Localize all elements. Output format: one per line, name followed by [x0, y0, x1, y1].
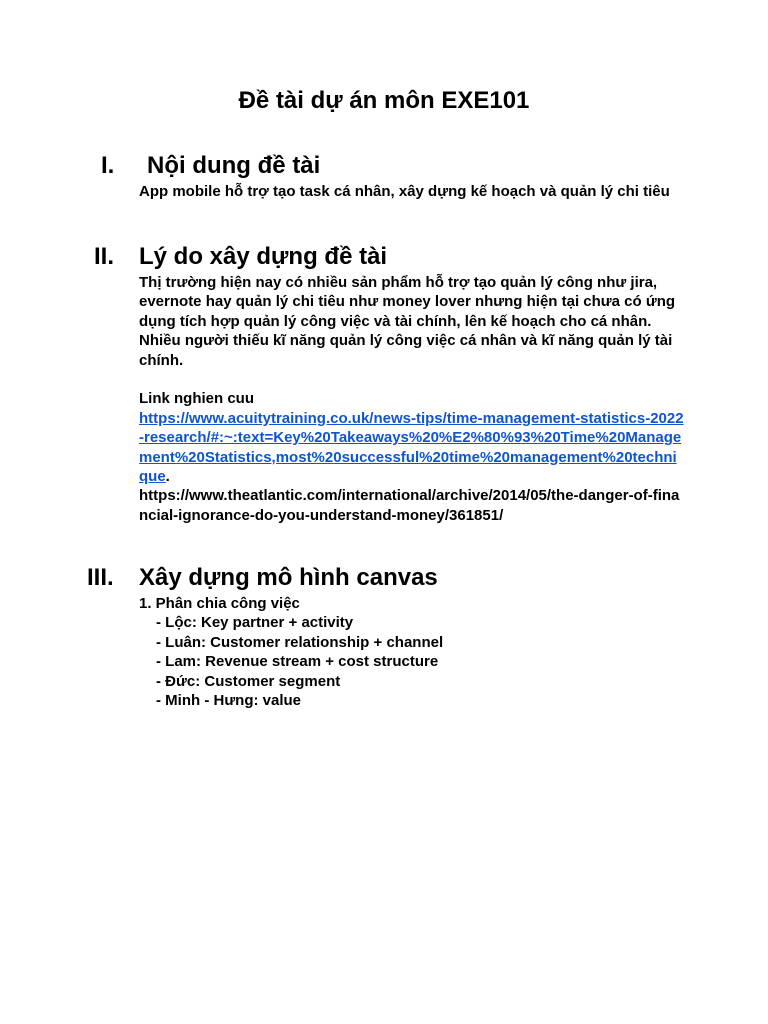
section-1-heading: Nội dung đề tài	[147, 152, 321, 179]
research-link-1-suffix: .	[165, 468, 170, 486]
research-label: Link nghien cuu	[139, 390, 254, 408]
section-3-number: III.	[87, 564, 114, 591]
assignment-item: - Lam: Revenue stream + cost structure	[156, 653, 439, 671]
assignment-item: - Đức: Customer segment	[156, 672, 341, 690]
assignment-item: - Minh - Hưng: value	[156, 692, 302, 710]
assignment-item: - Lộc: Key partner + activity	[156, 614, 354, 632]
section-2-paragraph-1: Thị trường hiện nay có nhiều sản phẩm hỗ trợ tạo quản lý công như jira, evernote hay quản lý chi tiêu như money lover nhưng hiện tại chưa có ứng dụng tích hợp quản lý công việc và tài chính, lên kế hoạch cho cá nhân.	[139, 274, 676, 330]
research-link-1-line	[139, 409, 684, 487]
section-2-body	[139, 273, 684, 525]
task-division-title: 1. Phân chia công việc	[139, 595, 300, 612]
document-title: Đề tài dự án môn EXE101	[238, 87, 530, 114]
section-1-paragraph: App mobile hỗ trợ tạo task cá nhân, xây dựng kế hoạch và quản lý chi tiêu	[139, 183, 670, 200]
section-2-paragraph-2: Nhiều người thiếu kĩ năng quản lý công việc cá nhân và kĩ năng quản lý tài chính.	[139, 332, 673, 369]
research-link-1[interactable]: https://www.acuitytraining.co.uk/news-tips/time-management-statistics-2022-research/#:~:text=Key%20Takeaways%20%E2%80%93%20Time%20Management%20Statistics,most%20successful%20time%20management%20technique	[139, 409, 684, 486]
assignment-item: - Luân: Customer relationship + channel	[156, 633, 444, 651]
section-3-heading: Xây dựng mô hình canvas	[139, 564, 438, 591]
section-2-heading: Lý do xây dựng đề tài	[139, 243, 388, 270]
section-1-number: I.	[101, 152, 115, 179]
section-2-number: II.	[94, 243, 115, 270]
section-1-body	[139, 182, 684, 201]
section-3-body	[139, 594, 684, 710]
blank-line	[139, 370, 684, 389]
research-link-2: https://www.theatlantic.com/international/archive/2014/05/the-danger-of-financial-ignorance-do-you-understand-money/361851/	[139, 487, 680, 524]
